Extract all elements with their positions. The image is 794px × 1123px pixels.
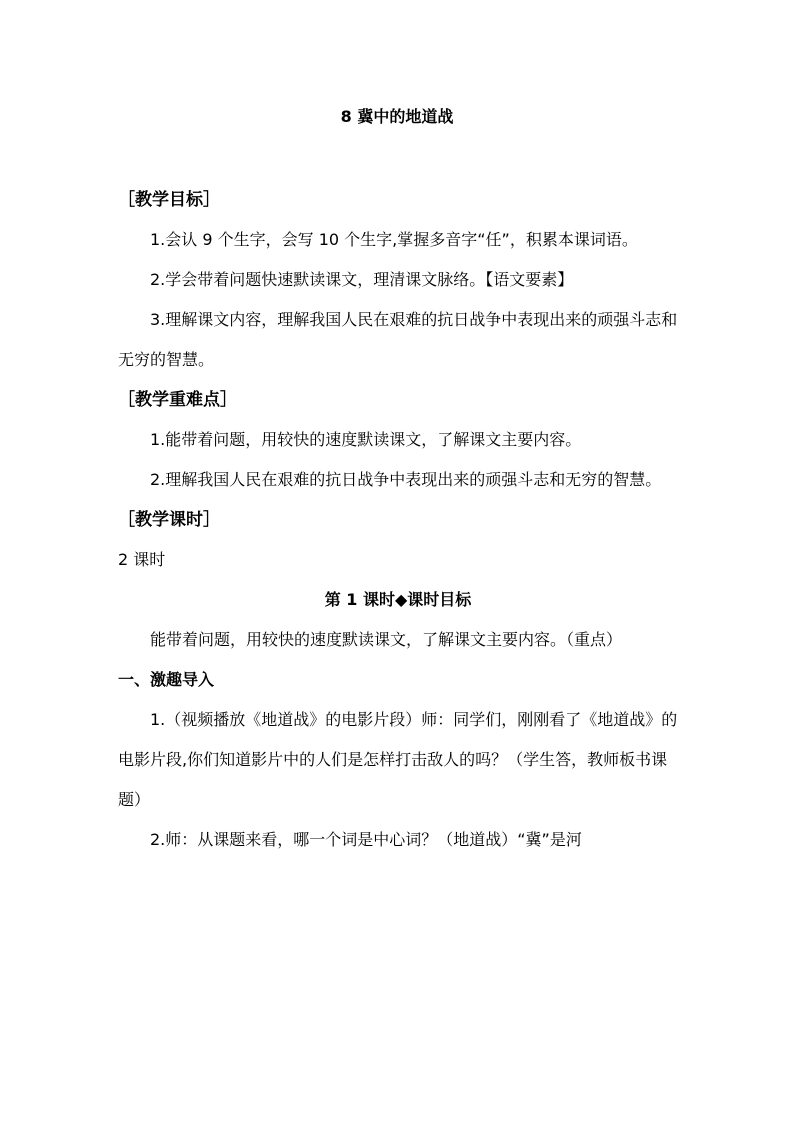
part-1-heading: 一、激趣导入 bbox=[118, 670, 215, 689]
section-heading-hours: ［教学课时］ bbox=[118, 510, 220, 530]
goal-2: 2.学会带着问题快速默读课文，理清课文脉络。【语文要素】 bbox=[150, 270, 574, 289]
document-title: 8 冀中的地道战 bbox=[340, 107, 454, 126]
section-heading-goals: ［教学目标］ bbox=[118, 190, 220, 210]
lesson-1-title: 第 1 课时◆课时目标 bbox=[324, 590, 472, 609]
key-point-2: 2.理解我国人民在艰难的抗日战争中表现出来的顽强斗志和无穷的智慧。 bbox=[150, 470, 662, 489]
lesson-1-goal: 能带着问题，用较快的速度默读课文，了解课文主要内容。（重点） bbox=[150, 630, 623, 649]
goal-1: 1.会认 9 个生字，会写 10 个生字,掌握多音字“任”，积累本课词语。 bbox=[150, 230, 638, 249]
step-1: 1.（视频播放《地道战》的电影片段）师：同学们，刚刚看了《地道战》的电影片段,你们知道影片中的人们是怎样打击敌人的吗？（学生答，教师板书课题） bbox=[118, 710, 678, 809]
key-point-1: 1.能带着问题，用较快的速度默读课文，了解课文主要内容。 bbox=[150, 430, 582, 449]
document-body bbox=[118, 180, 678, 860]
hours-value: 2 课时 bbox=[118, 550, 166, 569]
goal-3: 3.理解课文内容，理解我国人民在艰难的抗日战争中表现出来的顽强斗志和无穷的智慧。 bbox=[118, 310, 678, 369]
section-heading-key-points: ［教学重难点］ bbox=[118, 390, 237, 410]
step-2: 2.师：从课题来看，哪一个词是中心词？（地道战）“冀”是河 bbox=[150, 830, 582, 849]
